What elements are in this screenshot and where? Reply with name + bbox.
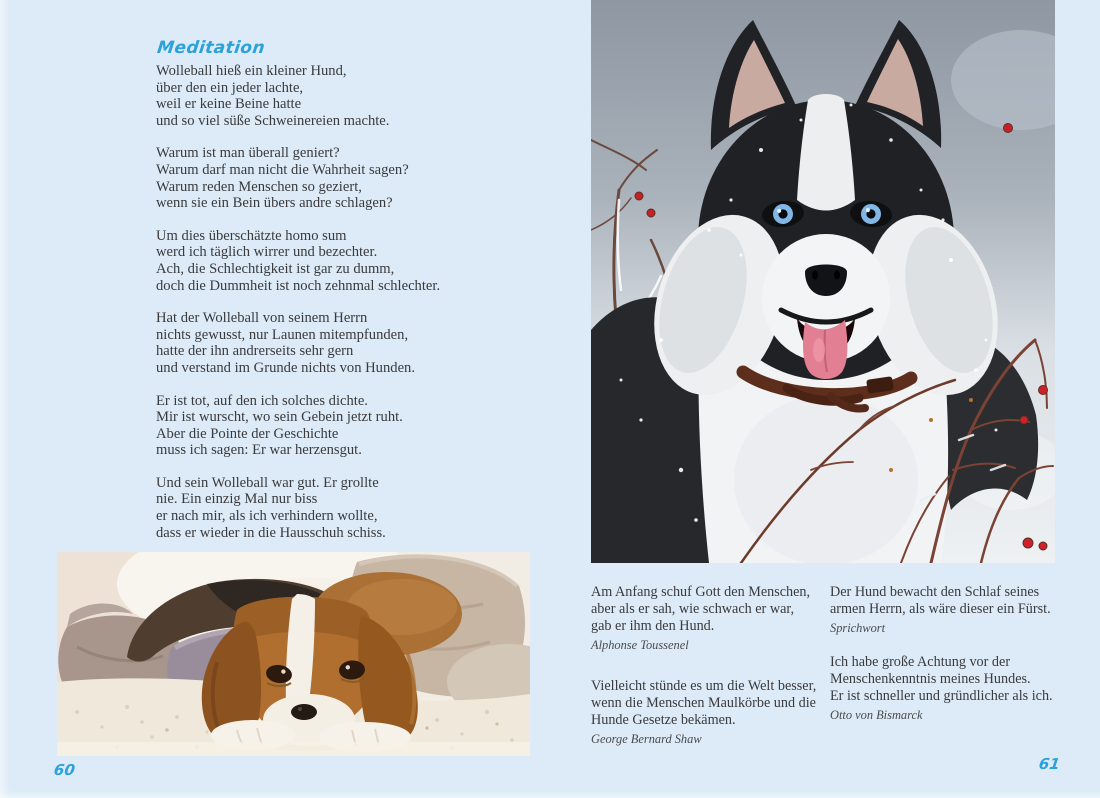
poem-stanza-3 — [156, 228, 556, 294]
text-line: weil er keine Beine hatte — [156, 96, 302, 113]
text-line: nie. Ein einzig Mal nur biss — [156, 491, 318, 508]
text-line: Er ist tot, auf den ich solches dichte. — [156, 392, 368, 409]
text-line: Und sein Wolleball war gut. Er grollte — [156, 474, 379, 491]
text-line: er nach mir, als ich verhindern wollte, — [156, 508, 378, 525]
text-line: Vielleicht stünde es um die Welt besser, — [591, 678, 817, 694]
poem-stanza-4 — [156, 310, 556, 376]
quote-author: George Bernard Shaw — [591, 732, 702, 746]
quote-toussenel — [591, 584, 831, 654]
text-line: Warum reden Menschen so geziert, — [156, 178, 362, 195]
text-line: aber als er sah, wie schwach er war, — [591, 601, 795, 617]
beagle-photo — [57, 552, 530, 756]
text-line: und so viel süße Schweinereien machte. — [156, 112, 390, 129]
text-line: und verstand im Grunde nichts von Hunden. — [156, 359, 415, 376]
page-number-right: 61 — [1037, 755, 1062, 773]
text-line: dass er wieder in die Hausschuh schiss. — [156, 524, 386, 541]
text-line: Aber die Pointe der Geschichte — [156, 425, 339, 442]
text-line: Ach, die Schlechtigkeit ist gar zu dumm, — [156, 260, 395, 277]
quote-sprichwort — [830, 584, 1078, 637]
poem-stanza-2 — [156, 145, 556, 211]
quote-bismarck — [830, 654, 1078, 724]
page-edge-highlight-left — [0, 0, 10, 798]
poem — [156, 38, 556, 568]
text-line: Am Anfang schuf Gott den Menschen, — [591, 584, 811, 600]
text-line: Der Hund bewacht den Schlaf seines — [830, 584, 1040, 600]
quote-author: Alphonse Toussenel — [591, 638, 689, 652]
quote-lines — [591, 584, 831, 635]
quote-lines — [591, 678, 831, 729]
text-line: wenn die Menschen Maulkörbe und die — [591, 695, 816, 711]
text-line: Hunde Gesetze bekämen. — [591, 712, 736, 728]
text-line: werd ich täglich wirrer und bezechter. — [156, 244, 378, 261]
quote-author: Sprichwort — [830, 621, 886, 635]
poem-stanza-1 — [156, 63, 556, 129]
page-edge-highlight-bottom — [0, 790, 1100, 798]
text-line: hatte der ihn andrerseits sehr gern — [156, 343, 354, 360]
text-line: Warum ist man überall geniert? — [156, 145, 340, 162]
quote-lines — [830, 654, 1078, 705]
poem-stanza-6 — [156, 475, 556, 541]
text-line: muss ich sagen: Er war herzensgut. — [156, 442, 362, 459]
text-line: Er ist schneller und gründlicher als ich. — [830, 688, 1053, 704]
poem-stanza-5 — [156, 393, 556, 459]
text-line: Menschenkenntnis meines Hundes. — [830, 671, 1031, 687]
husky-photo — [591, 0, 1055, 563]
husky-illustration — [591, 0, 1055, 563]
page-number-left: 60 — [52, 761, 77, 779]
text-line: gab er ihm den Hund. — [591, 618, 715, 634]
beagle-illustration — [57, 552, 530, 756]
poem-title: Meditation — [156, 38, 267, 58]
text-line: Warum darf man nicht die Wahrheit sagen? — [156, 161, 409, 178]
quote-lines — [830, 584, 1078, 618]
quote-shaw — [591, 678, 831, 748]
text-line: nichts gewusst, nur Launen mitempfunden, — [156, 326, 409, 343]
text-line: Hat der Wolleball von seinem Herrn — [156, 310, 368, 327]
text-line: doch die Dummheit ist noch zehnmal schlechter. — [156, 277, 441, 294]
text-line: Ich habe große Achtung vor der — [830, 654, 1011, 670]
quote-author: Otto von Bismarck — [830, 708, 923, 722]
text-line: wenn sie ein Bein übers andre schlagen? — [156, 195, 393, 212]
text-line: Wolleball hieß ein kleiner Hund, — [156, 63, 347, 79]
text-line: Mir ist wurscht, wo sein Gebein jetzt ruht. — [156, 409, 403, 426]
text-line: Um dies überschätzte homo sum — [156, 227, 347, 244]
text-line: über den ein jeder lachte, — [156, 79, 304, 96]
text-line: armen Herrn, als wäre dieser ein Fürst. — [830, 601, 1051, 617]
